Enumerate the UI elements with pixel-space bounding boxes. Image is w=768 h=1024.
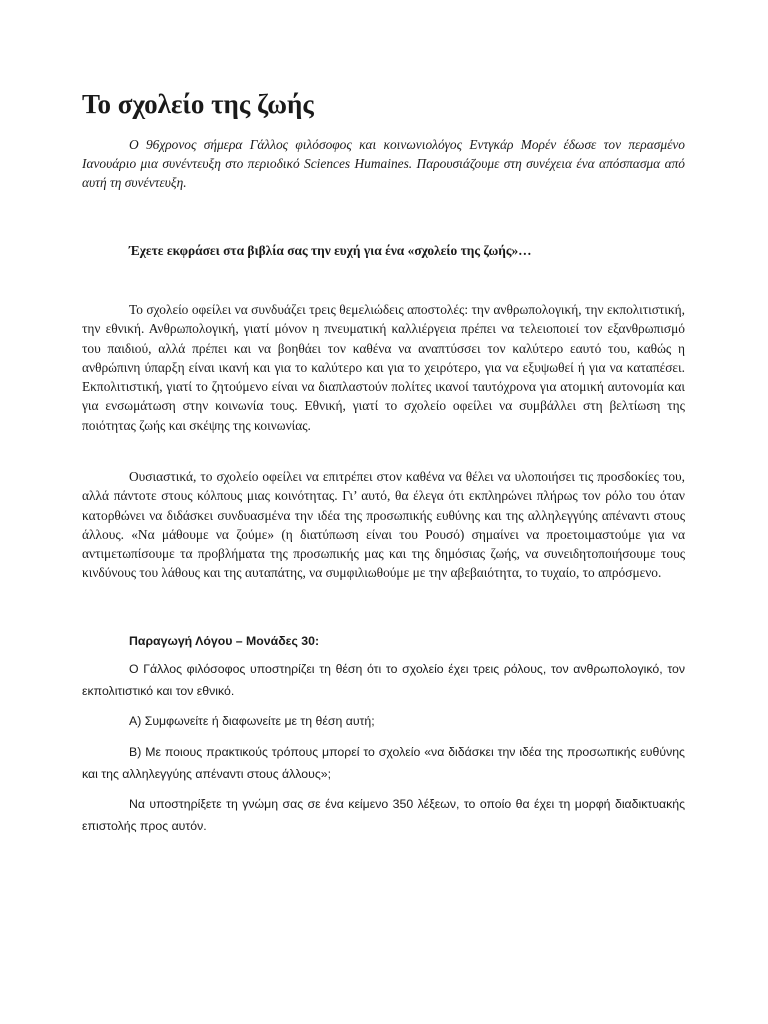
intro-paragraph: Ο 96χρονος σήμερα Γάλλος φιλόσοφος και κοινωνιολόγος Εντγκάρ Μορέν έδωσε τον περασμένο Ιανουάριο μια συνέντευξη στο περιοδικό Sciences Humaines. Παρουσιάζουμε στη συνέχεια ένα απόσπασμα από αυτή τη συνέντευξη. (82, 137, 685, 190)
interview-question: Έχετε εκφράσει στα βιβλία σας την ευχή για ένα «σχολείο της ζωής»… (129, 243, 532, 258)
task-statement: Ο Γάλλος φιλόσοφος υποστηρίζει τη θέση ότι το σχολείο έχει τρεις ρόλους, τον ανθρωπολογικό, τον εκπολιτιστικό και τον εθνικό. (82, 662, 685, 698)
task-question-b: Β) Με ποιους πρακτικούς τρόπους μπορεί το σχολείο «να διδάσκει την ιδέα της προσωπικής ευθύνης και της αλληλεγγύης απέναντι στους άλλους»; (82, 745, 685, 781)
task-heading: Παραγωγή Λόγου – Μονάδες 30: (129, 634, 320, 648)
task-question-a: Α) Συμφωνείτε ή διαφωνείτε με τη θέση αυτή; (129, 714, 375, 728)
document-title: Το σχολείο της ζωής (82, 89, 314, 119)
answer-paragraph-1: Το σχολείο οφείλει να συνδυάζει τρεις θεμελιώδεις αποστολές: την ανθρωπολογική, την εκπολιτιστική, την εθνική. Ανθρωπολογική, γιατί μόνον η πνευματική καλλιέργεια πρέπει να τελειοποιεί τον εξανθρωπισμό του παιδιού, αλλά πρέπει και να βοηθάει τον καθένα να αναπτύσσει τον καλύτερο εαυτό του, καθώς η ανθρώπινη ύπαρξη είναι ικανή και για το καλύτερο και για το χειρότερο, για να εξυψωθεί ή για να καταπέσει. Εκπολιτιστική, γιατί το ζητούμενο είναι να διαπλαστούν πολίτες ικανοί ταυτόχρονα για ατομική αυτονομία και για ενσωμάτωση στην κοινωνία τους. Εθνική, γιατί το σχολείο οφείλει να συμβάλλει στη βελτίωση της ποιότητας ζωής και σκέψης της κοινωνίας. (82, 302, 685, 433)
answer-paragraph-2: Ουσιαστικά, το σχολείο οφείλει να επιτρέπει στον καθένα να θέλει να υλοποιήσει τις προσδοκίες του, αλλά πάντοτε στους κόλπους μιας κοινότητας. Γι’ αυτό, θα έλεγα ότι εκπληρώνει πλήρως τον ρόλο του όταν κατορθώνει να διδάσκει συνδυασμένα την ιδέα της προσωπικής ευθύνης και της αλληλεγγύης απέναντι στους άλλους. «Να μάθουμε να ζούμε» (η διατύπωση είναι του Ρουσό) σημαίνει να προετοιμαστούμε για να αντιμετωπίσουμε τα προβλήματα της προσωπικής μας και της δημόσιας ζωής, να συνειδητοποιήσουμε τους κινδύνους του λάθους και της αυταπάτης, να συμφιλιωθούμε με την αβεβαιότητα, το τυχαίο, το απρόσμενο. (82, 469, 685, 581)
task-instructions: Να υποστηρίξετε τη γνώμη σας σε ένα κείμενο 350 λέξεων, το οποίο θα έχει τη μορφή διαδικτυακής επιστολής προς αυτόν. (82, 797, 685, 833)
